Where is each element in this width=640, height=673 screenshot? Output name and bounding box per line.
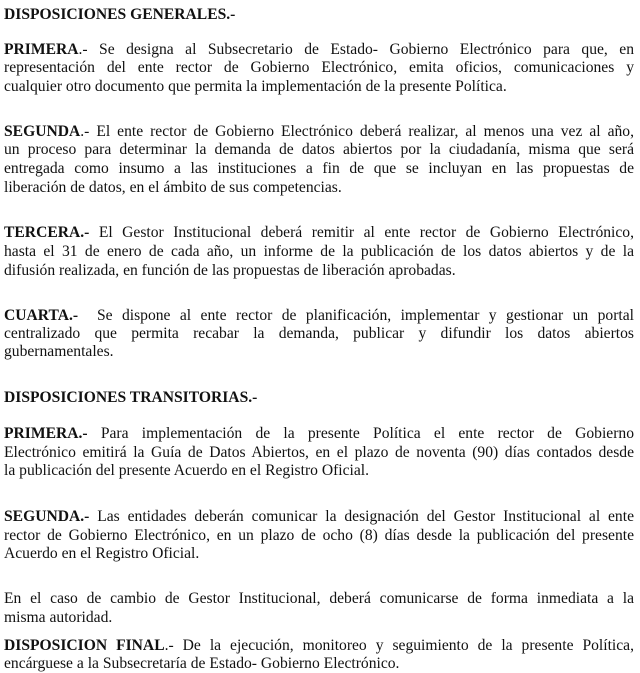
- paragraph-line: rector de Gobierno Electrónico, en un plazo de ocho (8) días desde la publicación del presente: [4, 527, 634, 544]
- paragraph-line: [4, 425, 634, 443]
- paragraph-line: [4, 123, 634, 141]
- paragraph-line: Electrónico emitirá la Guía de Datos Abiertos, en el plazo de noventa (90) días contados desde: [4, 444, 634, 461]
- clause-separator: [78, 307, 97, 324]
- line-text: El Gestor Institucional deberá remitir al ente rector de Gobierno Electrónico,: [98, 224, 634, 241]
- section-heading-generales: DISPOSICIONES GENERALES.-: [4, 6, 236, 23]
- paragraph-line: [4, 508, 634, 526]
- paragraph-line: difusión realizada, en función de las propuestas de liberación aprobadas.: [4, 262, 456, 279]
- clause-label: DISPOSICION FINAL: [4, 637, 165, 654]
- line-text: De la ejecución, monitoreo y seguimiento de la presente Política,: [182, 637, 634, 654]
- paragraph-line: [4, 41, 634, 59]
- paragraph-line: la publicación del presente Acuerdo en el Registro Oficial.: [4, 462, 370, 479]
- clause-separator: [89, 224, 98, 241]
- paragraph-line: [4, 637, 634, 655]
- clause-label: PRIMERA.-: [4, 425, 88, 442]
- line-text: Para implementación de la presente Política el ente rector de Gobierno: [100, 425, 634, 442]
- paragraph-line: En el caso de cambio de Gestor Institucional, deberá comunicarse de forma inmediata a la: [4, 590, 634, 607]
- section-heading-transitorias: DISPOSICIONES TRANSITORIAS.-: [4, 389, 258, 406]
- clause-separator: [88, 425, 101, 442]
- clause-label: CUARTA.-: [4, 307, 79, 324]
- clause-separator: .-: [164, 637, 183, 654]
- line-text: Las entidades deberán comunicar la designación del Gestor Institucional al ente: [97, 508, 634, 525]
- clause-separator: .-: [78, 41, 100, 58]
- clause-separator: .-: [80, 123, 97, 140]
- clause-label: SEGUNDA: [4, 123, 81, 140]
- paragraph-line: representación del ente rector de Gobierno Electrónico, emita oficios, comunicaciones y: [4, 59, 634, 76]
- paragraph-line: [4, 224, 634, 242]
- paragraph-line: misma autoridad.: [4, 609, 113, 626]
- paragraph-line: gubernamentales.: [4, 343, 114, 360]
- paragraph-line: [4, 307, 634, 325]
- line-text: El ente rector de Gobierno Electrónico deberá realizar, al menos una vez al año,: [96, 123, 634, 140]
- paragraph-line: hasta el 31 de enero de cada año, un informe de la publicación de los datos abiertos y de la: [4, 243, 634, 260]
- paragraph-line: encárguese a la Subsecretaría de Estado- Gobierno Electrónico.: [4, 655, 400, 672]
- paragraph-line: un proceso para determinar la demanda de datos abiertos por la ciudadanía, misma que será: [4, 141, 634, 158]
- paragraph-line: entregada como insumo a las instituciones a fin de que se incluyan en las propuestas de: [4, 160, 634, 177]
- clause-label: SEGUNDA.-: [4, 508, 90, 525]
- paragraph-line: cualquier otro documento que permita la implementación de la presente Política.: [4, 78, 507, 95]
- line-text: Se dispone al ente rector de planificación, implementar y gestionar un portal: [96, 307, 634, 324]
- paragraph-line: centralizado que permita recabar la demanda, publicar y difundir los datos abiertos: [4, 325, 634, 342]
- line-text: Se designa al Subsecretario de Estado- Gobierno Electrónico para que, en: [99, 41, 634, 58]
- clause-label: PRIMERA: [4, 41, 79, 58]
- clause-label: TERCERA.-: [4, 224, 90, 241]
- paragraph-line: Acuerdo en el Registro Oficial.: [4, 545, 200, 562]
- paragraph-line: liberación de datos, en el ámbito de sus competencias.: [4, 179, 342, 196]
